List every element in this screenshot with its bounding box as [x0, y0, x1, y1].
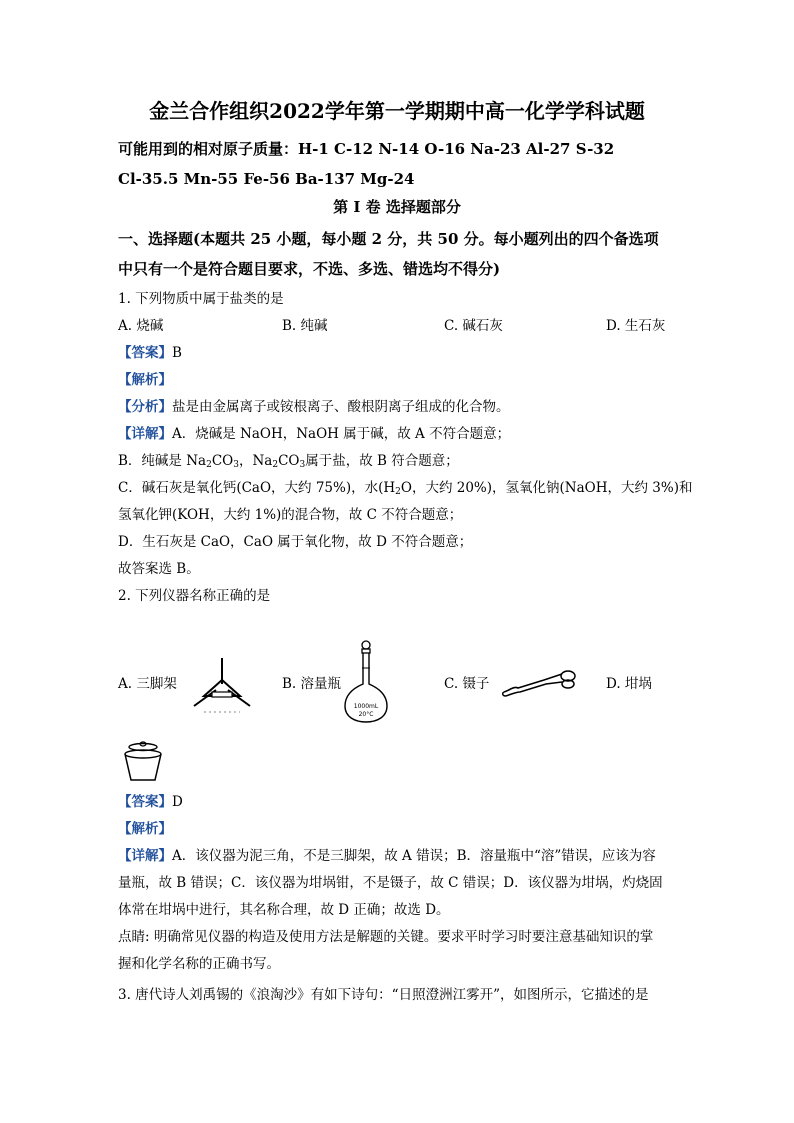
- question-1-stem: 1. 下列物质中属于盐类的是: [118, 291, 284, 307]
- q1-option-b: B. 纯碱: [282, 318, 328, 334]
- atomic-mass-line-1: 可能用到的相对原子质量：H-1 C-12 N-14 O-16 Na-23 Al-27 S-32: [118, 140, 615, 158]
- answer-tag: 【答案】: [118, 345, 172, 361]
- clay-triangle-image: [190, 654, 254, 714]
- detail-a-text: A．烧碱是 NaOH，NaOH 属于碱，故 A 不符合题意；: [172, 426, 511, 442]
- detail-c-part: C．碱石灰是氧化钙(CaO，大约 75%)，水(H: [118, 480, 396, 496]
- q1-fenxi: [118, 397, 510, 417]
- q1-detail-c: [118, 478, 692, 498]
- answer-value: D: [172, 794, 183, 810]
- q2-answer: [118, 792, 183, 812]
- exam-title: 金兰合作组织2022学年第一学期期中高一化学学科试题: [149, 99, 645, 123]
- detail-c-part: O，大约 20%)，氢氧化钠(NaOH，大约 3%)和: [400, 480, 693, 496]
- fenxi-text: 盐是由金属离子或铵根离子、酸根阴离子组成的化合物。: [172, 399, 510, 415]
- subscript: 2: [206, 460, 212, 470]
- detail-b-part: ，Na: [238, 453, 273, 469]
- answer-tag: 【答案】: [118, 794, 172, 810]
- subscript: 3: [299, 460, 306, 470]
- detail-b-part: 属于盐，故 B 符合题意；: [305, 453, 459, 469]
- volumetric-flask-image: [343, 640, 389, 724]
- q1-conclusion: 故答案选 B。: [118, 561, 200, 577]
- question-2-stem: 2. 下列仪器名称正确的是: [118, 588, 271, 604]
- analysis-tag: 【解析】: [118, 821, 172, 837]
- flask-label-volume: 1000mL: [353, 703, 379, 710]
- q2-option-d: D. 坩埚: [606, 676, 652, 692]
- q2-option-a: A. 三脚架: [118, 676, 177, 692]
- q1-detail-b: [118, 451, 459, 471]
- section-description-2: 中只有一个是符合题目要求，不选、多选、错选均不得分): [118, 260, 501, 278]
- section-title: 第 I 卷 选择题部分: [333, 198, 461, 216]
- q2-tip-1: 点睛: 明确常见仪器的构造及使用方法是解题的关键。要求平时学习时要注意基础知识的掌: [118, 929, 654, 945]
- q1-detail-d: D．生石灰是 CaO，CaO 属于氧化物，故 D 不符合题意；: [118, 534, 473, 550]
- q2-analysis-tag: [118, 819, 172, 839]
- q1-answer: [118, 343, 182, 363]
- q2-option-c: C. 镊子: [444, 676, 490, 692]
- q1-detail-c-cont: 氢氧化钾(KOH，大约 1%)的混合物，故 C 不符合题意；: [118, 507, 463, 523]
- detail-b-part: CO: [211, 453, 234, 469]
- crucible-image: [122, 740, 164, 784]
- crucible-tongs-image: [500, 668, 580, 700]
- q2-option-b: B. 溶量瓶: [282, 676, 342, 692]
- question-3-stem: 3. 唐代诗人刘禹锡的《浪淘沙》有如下诗句：“日照澄洲江雾开”，如图所示，它描述的是: [118, 987, 649, 1003]
- detail-b-part: CO: [278, 453, 300, 469]
- flask-label-temp: 20°C: [358, 711, 374, 718]
- q1-detail-a: [118, 424, 510, 444]
- section-description-1: 一、选择题(本题共 25 小题，每小题 2 分，共 50 分。每小题列出的四个备选项: [118, 230, 659, 248]
- subscript: 2: [395, 487, 401, 497]
- q1-option-a: A. 烧碱: [118, 318, 164, 334]
- detail-tag: 【详解】: [118, 848, 172, 864]
- analysis-tag: 【解析】: [118, 372, 172, 388]
- atomic-mass-line-2: Cl-35.5 Mn-55 Fe-56 Ba-137 Mg-24: [118, 170, 415, 188]
- q1-analysis-tag: [118, 370, 172, 390]
- detail-text: A．该仪器为泥三角，不是三脚架，故 A 错误；B．溶量瓶中“溶”错误，应该为容: [172, 848, 656, 864]
- fenxi-tag: 【分析】: [118, 399, 172, 415]
- q2-detail-2: 量瓶，故 B 错误；C．该仪器为坩埚钳，不是镊子，故 C 错误；D．该仪器为坩埚，灼烧固: [118, 875, 663, 891]
- detail-tag: 【详解】: [118, 426, 172, 442]
- q1-option-c: C. 碱石灰: [444, 318, 503, 334]
- subscript: 2: [272, 460, 279, 470]
- answer-value: B: [172, 345, 182, 361]
- q1-option-d: D. 生石灰: [606, 318, 666, 334]
- q2-tip-2: 握和化学名称的正确书写。: [118, 956, 280, 972]
- q2-detail-1: [118, 846, 656, 866]
- subscript: 3: [233, 460, 239, 470]
- q2-detail-3: 体常在坩埚中进行，其名称合理，故 D 正确；故选 D。: [118, 902, 450, 918]
- detail-b-part: B．纯碱是 Na: [118, 453, 207, 469]
